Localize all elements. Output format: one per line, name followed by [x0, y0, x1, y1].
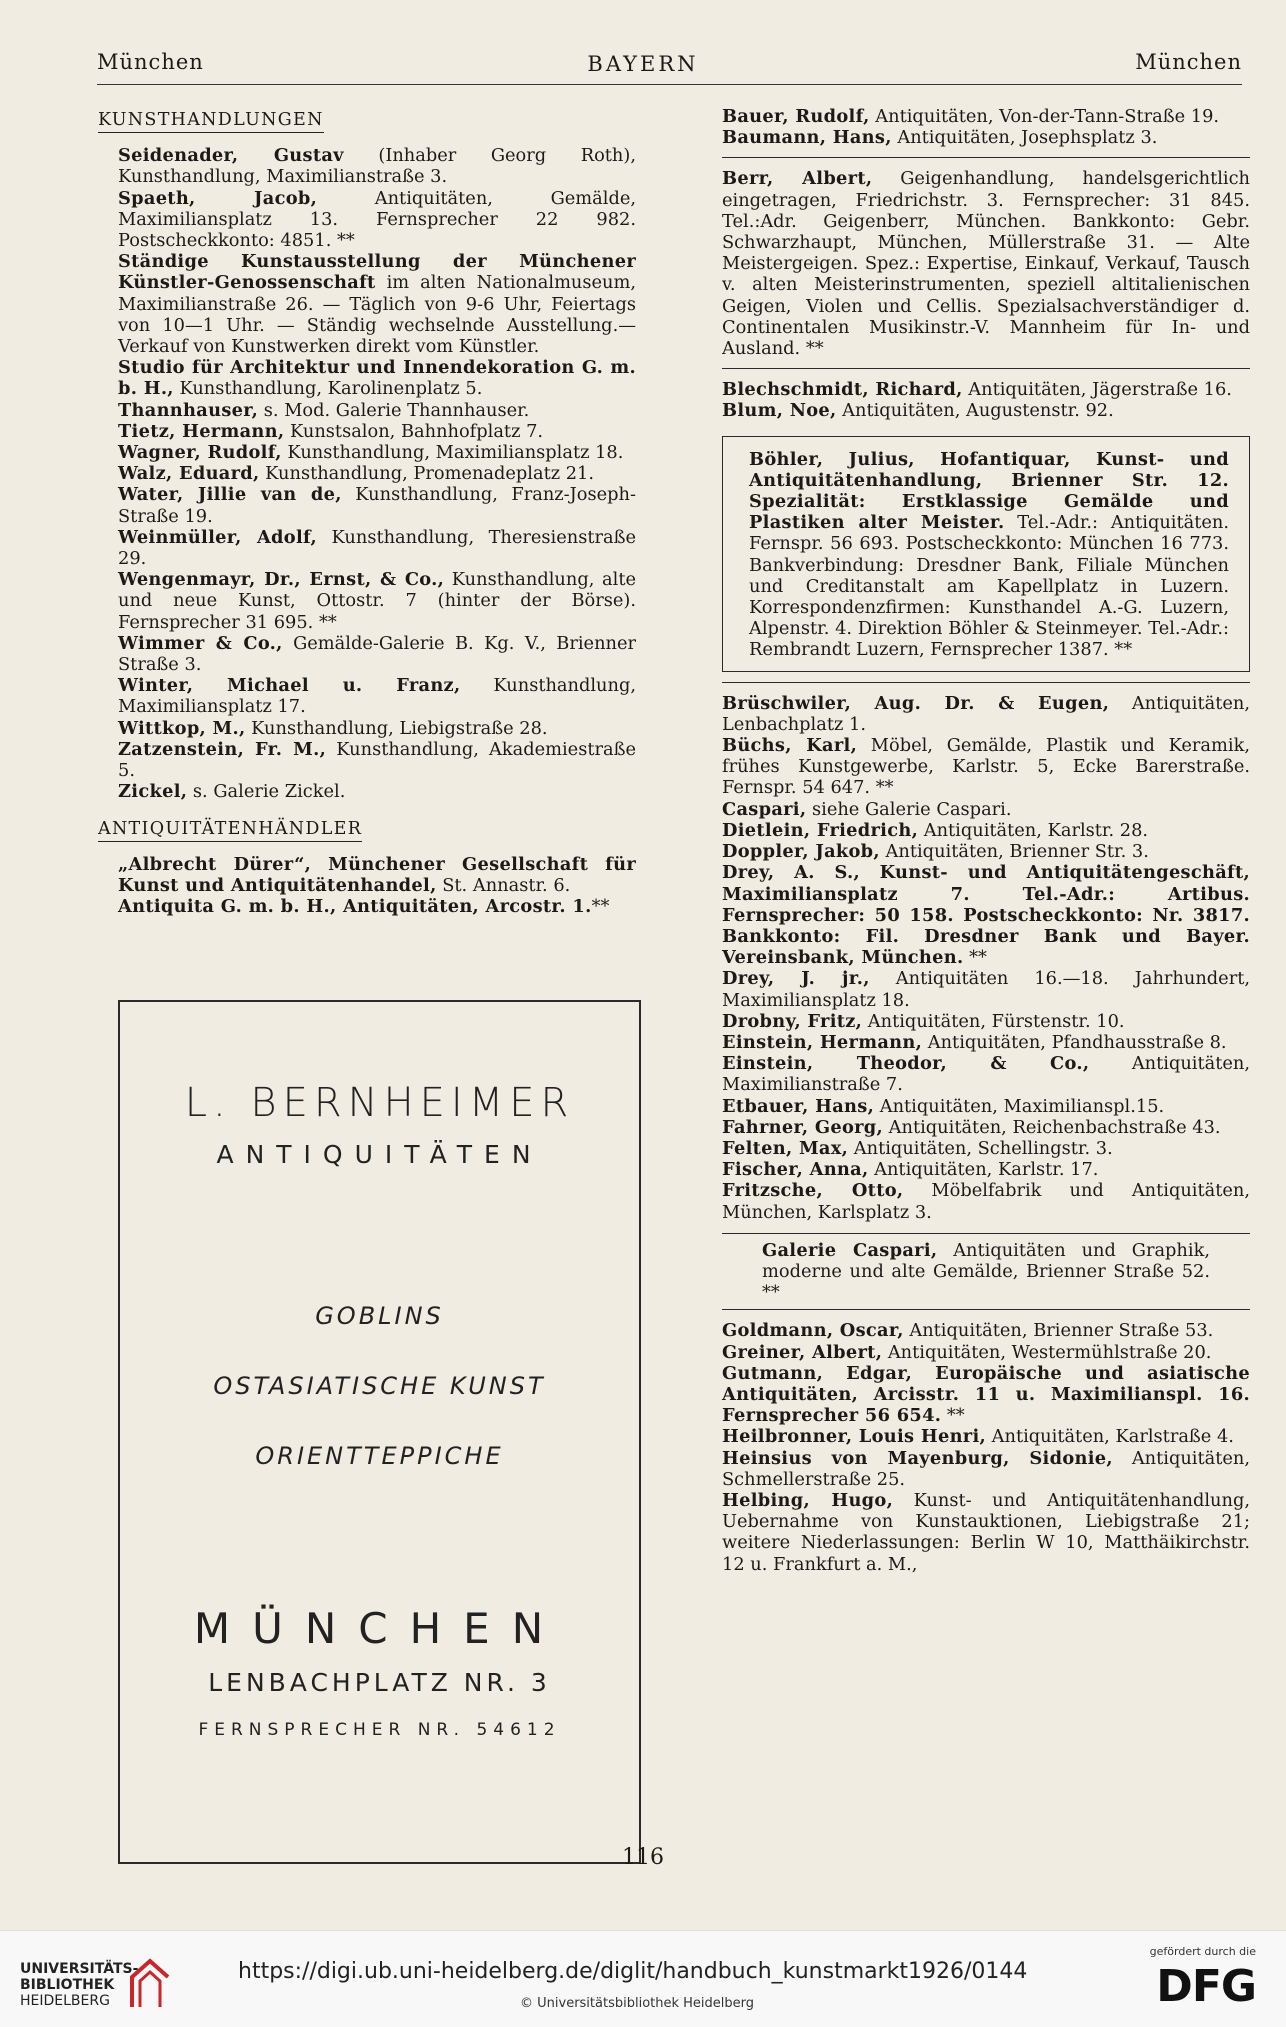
- entry-name: Dietlein, Friedrich,: [722, 819, 919, 841]
- entry-text: Antiquitäten, Josephsplatz 3.: [891, 127, 1158, 149]
- entry-name: Winter, Michael u. Franz,: [118, 675, 461, 697]
- section-title-kunsthandlungen: KUNSTHANDLUNGEN: [98, 110, 324, 133]
- list-item: [722, 1342, 1250, 1363]
- entry-name: Wengenmayr, Dr., Ernst, & Co.,: [118, 569, 445, 591]
- header-right: München: [1135, 50, 1242, 74]
- entry-name: Böhler, Julius, Hofantiquar, Kunst- und Antiquitätenhandlung, Brienner Str. 12. Spezialität: Erstklassige Gemälde und Plastiken alter Meister.: [749, 448, 1229, 534]
- list-item: [118, 442, 636, 463]
- entry-text: Antiquitäten, Brienner Str. 3.: [879, 841, 1149, 863]
- entry-name: Tietz, Hermann,: [118, 420, 285, 442]
- list-item: [118, 357, 636, 399]
- list-item: [722, 1426, 1250, 1447]
- entry-text: Kunst- und Antiquitätenhandlung, Uebernahme von Kunstauktionen, Liebigstraße 21; weitere Niederlassungen: Berlin W 10, Matthäikirchstr. 12 u. Frankfurt a. M.,: [722, 1489, 1250, 1575]
- ad-phone: FERNSPRECHER NR. 54612: [198, 1720, 561, 1740]
- entry-text: Antiquitäten 16.—18. Jahrhundert, Maximiliansplatz 18.: [722, 968, 1250, 1011]
- list-item: [118, 251, 636, 357]
- ad-address: LENBACHPLATZ NR. 3: [208, 1668, 551, 1697]
- ad-item-orientteppiche: ORIENTTEPPICHE: [255, 1442, 504, 1470]
- list-item: [722, 1011, 1250, 1032]
- list-item: [722, 735, 1250, 799]
- list-item: [118, 569, 636, 633]
- entry-text: Kunstsalon, Bahnhofplatz 7.: [284, 420, 544, 442]
- entry-text: Antiquitäten, Von-der-Tann-Straße 19.: [869, 106, 1220, 127]
- entry-name: Wimmer & Co.,: [118, 632, 283, 654]
- entry-text: Antiquitäten, Karlstraße 4.: [986, 1426, 1234, 1448]
- list-item: [722, 379, 1250, 400]
- entry-name: Greiner, Albert,: [722, 1341, 883, 1363]
- list-item: [722, 1096, 1250, 1117]
- entry-text: **: [963, 947, 987, 969]
- viewer-footer: [0, 1930, 1286, 2027]
- entry-name: Caspari,: [722, 798, 807, 820]
- entry-name: Studio für Architektur und Innendekoration G. m. b. H.,: [118, 357, 636, 400]
- ad-item-goblins: GOBLINS: [315, 1302, 444, 1330]
- entry-text: Antiquitäten, Jägerstraße 16.: [962, 379, 1232, 401]
- entry-name: Berr, Albert,: [722, 168, 873, 190]
- list-item: [118, 854, 636, 896]
- list-item: [722, 841, 1250, 862]
- entry-text: Antiquitäten, Westermühlstraße 20.: [882, 1341, 1212, 1363]
- entry-text: Kunsthandlung, Karolinenplatz 5.: [173, 378, 483, 400]
- entry-text: St. Annastr. 6.: [436, 874, 571, 896]
- entry-name: Etbauer, Hans,: [722, 1095, 875, 1117]
- list-item: [722, 1159, 1250, 1180]
- copyright-text: © Universitätsbibliothek Heidelberg: [520, 1996, 755, 2011]
- entry-name: Weinmüller, Adolf,: [118, 526, 318, 548]
- entry-name: Fahrner, Georg,: [722, 1116, 884, 1138]
- list-item: [722, 1180, 1250, 1222]
- entry-name: Wagner, Rudolf,: [118, 442, 282, 464]
- entry-name: Heinsius von Mayenburg, Sidonie,: [722, 1447, 1113, 1469]
- entry-text: im alten Nationalmuseum, Maximilianstraße 26. — Täglich von 9-6 Uhr, Feiertags von 10—1 Uhr. — Ständig wechselnde Ausstellung.—Verkauf von Kunstwerken direkt vom Künstler.: [118, 272, 636, 358]
- list-item: [722, 1138, 1250, 1159]
- entry-text: Antiquitäten, Fürstenstr. 10.: [862, 1010, 1125, 1032]
- list-item: [118, 739, 636, 781]
- ad-city: MÜNCHEN: [193, 1604, 566, 1653]
- library-line: UNIVERSITÄTS-: [20, 1961, 139, 1977]
- entry-text: Antiquitäten, Gemälde, Maximiliansplatz 13. Fernsprecher 22 982. Postscheckkonto: 4851. **: [118, 187, 637, 252]
- list-item: [118, 421, 636, 442]
- divider: [722, 682, 1250, 683]
- entry-text: Kunsthandlung, Akademiestraße 5.: [118, 738, 636, 782]
- entry-text: Kunsthandlung, Maximiliansplatz 18.: [281, 442, 624, 464]
- entry-text: Antiquitäten, Reichenbachstraße 43.: [883, 1116, 1221, 1138]
- entry-text: (Inhaber Georg Roth), Kunsthandlung, Maximilianstraße 3.: [118, 145, 636, 188]
- entry-text: Kunsthandlung, Liebigstraße 28.: [245, 717, 548, 739]
- ad-item-ostasiatische: OSTASIATISCHE KUNST: [213, 1372, 546, 1400]
- list-item: [118, 400, 636, 421]
- entry-name: Spaeth, Jacob,: [118, 187, 318, 209]
- left-column: [98, 106, 636, 917]
- entry-name: Fritzsche, Otto,: [722, 1180, 904, 1202]
- entry-text: Antiquitäten und Graphik, moderne und alte Gemälde, Brienner Straße 52. **: [762, 1239, 1210, 1304]
- kunsthandlungen-list: [98, 145, 636, 802]
- entry-name: Zickel,: [118, 781, 188, 803]
- entry-text: Antiquitäten, Karlstr. 28.: [918, 819, 1149, 841]
- funded-by-text: gefördert durch die: [1149, 1945, 1256, 1958]
- entry-text: Antiquitäten, Brienner Straße 53.: [903, 1320, 1214, 1342]
- entry-text: Antiquitäten, Pfandhausstraße 8.: [922, 1031, 1227, 1053]
- entry-text: Antiquitäten, Karlstr. 17.: [868, 1159, 1099, 1181]
- header-rule: [97, 84, 1242, 85]
- list-item: [118, 145, 636, 187]
- entry-text: Geigenhandlung, handelsgerichtlich eingetragen, Friedrichstr. 3. Fernsprecher: 31 845. Tel.:Adr. Geigenberr, München. Bankkonto: Gebr. Schwarzhaupt, München, Müllerstraße 31. — Alte Meistergeigen. Spez.: Expertise, Einkauf, Verkauf, Tausch v. alten Meisterinstrumenten, speziell altitalienischen Geigen, Violen und Cellis. Spezialsachverständiger d. Continentalen Musikinstr.-V. Mannheim für In- und Ausland. **: [722, 168, 1250, 360]
- entry-name: Ständige Kunstausstellung der Münchener Künstler-Genossenschaft: [118, 251, 636, 294]
- entry-name: Blechschmidt, Richard,: [722, 379, 963, 401]
- list-item: [118, 463, 636, 484]
- list-item: [722, 1448, 1250, 1490]
- entry-name: Seidenader, Gustav: [118, 145, 344, 167]
- list-item: [722, 1490, 1250, 1575]
- entry-berr: [722, 168, 1250, 359]
- entry-text: Möbel, Gemälde, Plastik und Keramik, frühes Kunstgewerbe, Karlstr. 5, Ecke Barerstraße. Fernspr. 54 647. **: [722, 735, 1250, 799]
- entry-caspari: [762, 1240, 1210, 1304]
- entry-text: Kunsthandlung, Franz-Joseph-Straße 19.: [118, 484, 636, 527]
- entry-name: Antiquita G. m. b. H., Antiquitäten, Arcostr. 1.: [118, 896, 592, 918]
- entry-name: Drobny, Fritz,: [722, 1010, 863, 1032]
- list-item: [118, 718, 636, 739]
- entry-name: Gutmann, Edgar, Europäische und asiatische Antiquitäten, Arcisstr. 11 u. Maximilianspl. 16. Fernsprecher 56 654.: [722, 1362, 1250, 1427]
- list-item: [722, 400, 1250, 421]
- entry-name: Drey, A. S., Kunst- und Antiquitätengeschäft, Maximiliansplatz 7. Tel.-Adr.: Artibus. Fernsprecher: 50 158. Postscheckkonto: Nr. 3817. Bankkonto: Fil. Dresdner Bank und Bayer. Vereinsbank, München.: [722, 862, 1250, 969]
- list-item: [722, 1363, 1250, 1427]
- entry-text: **: [941, 1405, 965, 1427]
- right-column: [722, 106, 1250, 1575]
- entry-name: Felten, Max,: [722, 1137, 849, 1159]
- entry-text: Antiquitäten, Schellingstr. 3.: [848, 1137, 1113, 1159]
- list-item: [722, 1053, 1250, 1095]
- entries-bauer-baumann: [722, 106, 1250, 148]
- list-item: [118, 633, 636, 675]
- entry-name: Drey, J. jr.,: [722, 968, 870, 990]
- entry-name: Water, Jillie van de,: [118, 484, 342, 506]
- entry-name: Brüschwiler, Aug. Dr. & Eugen,: [722, 692, 1110, 714]
- entry-text: Kunsthandlung, Theresienstraße 29.: [118, 526, 636, 570]
- entry-text: Tel.-Adr.: Antiquitäten. Fernspr. 56 693. Postscheckkonto: München 16 773. Bankverbindung: Dresdner Bank, Filiale München und Creditanstalt am Kapellplatz in Luzern. Korrespondenzfirmen: Kunsthandel A.-G. Luzern, Alpenstr. 4. Direktion Böhler & Steinmeyer. Tel.-Adr.: Rembrandt Luzern, Fernsprecher 1387. **: [749, 512, 1230, 661]
- library-line: BIBLIOTHEK: [20, 1977, 115, 1993]
- entries-blechschmidt-blum: [722, 379, 1250, 421]
- entry-text: Antiquitäten, Schmellerstraße 25.: [722, 1447, 1250, 1490]
- list-item: [722, 1117, 1250, 1138]
- list-item: [722, 106, 1250, 127]
- divider: [722, 368, 1250, 369]
- entry-text: Kunsthandlung, Promenadeplatz 21.: [259, 463, 595, 485]
- entry-name: Büchs, Karl,: [722, 735, 858, 757]
- list-item: [722, 968, 1250, 1010]
- entry-text: Kunsthandlung, Maximiliansplatz 17.: [118, 675, 636, 718]
- caspari-box: [722, 1233, 1250, 1311]
- entry-name: Thannhauser,: [118, 399, 259, 421]
- entry-name: Blum, Noe,: [722, 400, 837, 422]
- header-left: München: [97, 50, 204, 74]
- list-item: [118, 781, 636, 802]
- list-item: [722, 820, 1250, 841]
- entry-name: Fischer, Anna,: [722, 1159, 869, 1181]
- list-item: [118, 527, 636, 569]
- dfg-logo: DFG: [1156, 1961, 1256, 2012]
- entry-boehler: [749, 449, 1229, 661]
- list-item: [118, 484, 636, 526]
- entry-text: s. Galerie Zickel.: [187, 781, 346, 803]
- entry-text: Möbelfabrik und Antiquitäten, München, Karlsplatz 3.: [722, 1180, 1250, 1223]
- list-item: [118, 896, 636, 917]
- antiquitaeten-list: [98, 854, 636, 918]
- entry-text: Kunsthandlung, alte und neue Kunst, Ottostr. 7 (hinter der Börse). Fernsprecher 31 695. **: [118, 569, 636, 633]
- bernheimer-advertisement: [118, 1000, 641, 1864]
- entry-name: Bauer, Rudolf,: [722, 106, 870, 127]
- entry-name: „Albrecht Dürer“, Münchener Gesellschaft für Kunst und Antiquitätenhandel,: [118, 853, 636, 896]
- library-line: HEIDELBERG: [20, 1993, 110, 2009]
- list-item: [722, 799, 1250, 820]
- ad-company-name: L. BERNHEIMER: [184, 1080, 575, 1126]
- entry-name: Walz, Eduard,: [118, 463, 260, 485]
- list-item: [118, 675, 636, 717]
- entry-name: Baumann, Hans,: [722, 127, 892, 149]
- divider: [722, 157, 1250, 158]
- entry-text: Antiquitäten, Augustenstr. 92.: [836, 400, 1114, 422]
- list-item: [722, 693, 1250, 735]
- entry-text: Antiquitäten, Maximilianstraße 7.: [722, 1053, 1250, 1096]
- entry-text: s. Mod. Galerie Thannhauser.: [258, 399, 530, 421]
- entry-name: Doppler, Jakob,: [722, 841, 880, 863]
- list-item: [118, 188, 636, 252]
- boehler-box: [722, 436, 1250, 672]
- page-number: 116: [622, 1845, 664, 1870]
- entries-goldmann-helbing: [722, 1320, 1250, 1574]
- entry-text: Antiquitäten, Lenbachplatz 1.: [722, 692, 1250, 735]
- entry-name: Goldmann, Oscar,: [722, 1320, 904, 1342]
- section-title-antiquitaeten: ANTIQUITÄTENHÄNDLER: [98, 819, 362, 842]
- entries-brueschwiler-fritzsche: [722, 693, 1250, 1223]
- list-item: [722, 1320, 1250, 1341]
- list-item: [722, 1032, 1250, 1053]
- library-logo-text: [20, 1961, 138, 2009]
- entry-text: siehe Galerie Caspari.: [806, 798, 1012, 820]
- header-center: BAYERN: [587, 52, 699, 76]
- list-item: [722, 127, 1250, 148]
- entry-name: Wittkop, M.,: [118, 717, 246, 739]
- library-logo-icon: [128, 1957, 172, 2009]
- entry-text: Antiquitäten, Maximilianspl.15.: [874, 1095, 1165, 1117]
- entry-name: Einstein, Theodor, & Co.,: [722, 1053, 1090, 1075]
- entry-text: Gemälde-Galerie B. Kg. V., Brienner Straße 3.: [118, 632, 636, 676]
- entry-name: Helbing, Hugo,: [722, 1489, 894, 1511]
- ad-subtitle: ANTIQUITÄTEN: [216, 1140, 543, 1169]
- entry-name: Zatzenstein, Fr. M.,: [118, 738, 327, 760]
- entry-text: **: [591, 896, 610, 918]
- list-item: [722, 862, 1250, 968]
- entry-name: Galerie Caspari,: [762, 1239, 938, 1261]
- document-url-link[interactable]: https://digi.ub.uni-heidelberg.de/diglit/handbuch_kunstmarkt1926/0144: [238, 1959, 1028, 1984]
- entry-name: Heilbronner, Louis Henri,: [722, 1426, 987, 1448]
- entry-name: Einstein, Hermann,: [722, 1031, 923, 1053]
